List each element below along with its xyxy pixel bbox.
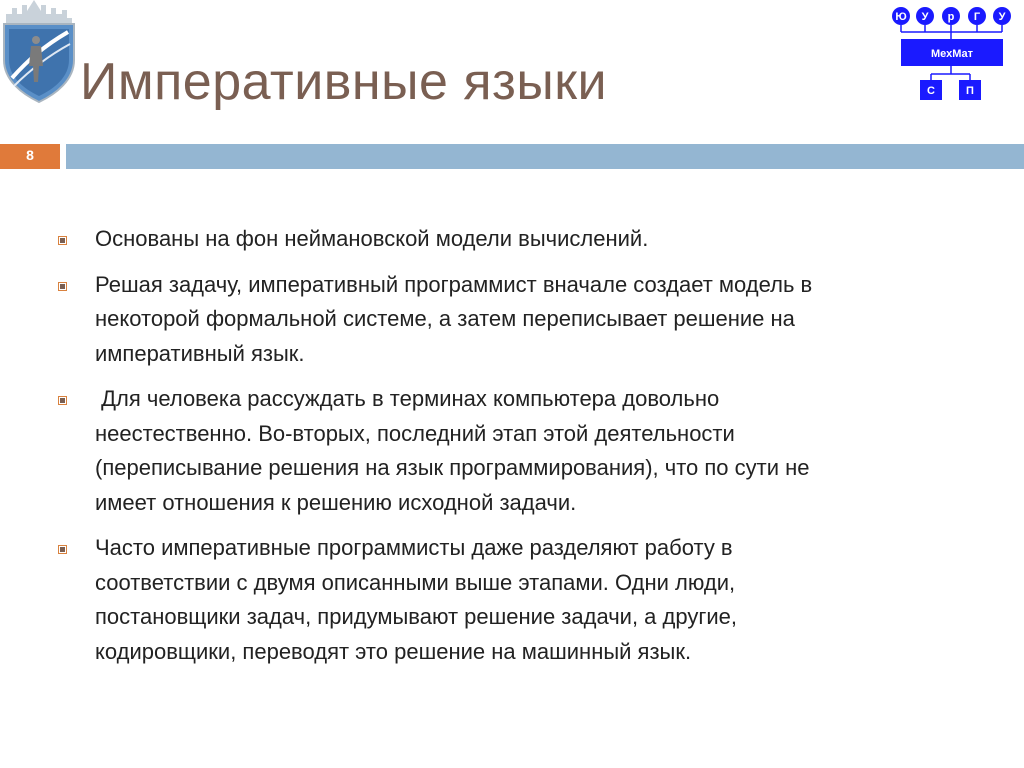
square-bullet-icon bbox=[58, 282, 67, 291]
bullet-text: Часто императивные программисты даже разделяют работу в соответствии с двумя описанными выше этапами. Одни люди, постановщики задач, придумывают решение задачи, а другие, кодировщики, переводят это решение на машинный язык. bbox=[95, 535, 738, 664]
diagram-bottom-box bbox=[959, 80, 981, 100]
svg-text:У: У bbox=[921, 11, 929, 23]
diagram-bottom-box bbox=[920, 80, 942, 100]
university-emblem-icon bbox=[0, 0, 78, 104]
bullet-item bbox=[55, 268, 855, 372]
square-bullet-icon bbox=[58, 396, 67, 405]
slide-title: Императивные языки bbox=[80, 53, 608, 111]
diagram-top-node bbox=[993, 7, 1011, 25]
bullet-item bbox=[55, 222, 855, 257]
svg-text:П: П bbox=[966, 85, 974, 97]
divider-bar bbox=[66, 144, 1024, 169]
bullet-text: Для человека рассуждать в терминах компьютера довольно неестественно. Во-вторых, последний этап этой деятельности (переписывание решения на язык программирования), что по сути не имеет отношения к решению исходной задачи. bbox=[95, 386, 816, 515]
diagram-top-node bbox=[968, 7, 986, 25]
bullet-item bbox=[55, 382, 855, 520]
svg-text:Г: Г bbox=[973, 11, 981, 23]
square-bullet-icon bbox=[58, 545, 67, 554]
diagram-top-node bbox=[916, 7, 934, 25]
square-bullet-icon bbox=[58, 236, 67, 245]
slide-number: 8 bbox=[0, 144, 60, 169]
svg-text:С: С bbox=[927, 85, 935, 97]
svg-text:У: У bbox=[998, 11, 1006, 23]
bullet-item bbox=[55, 531, 855, 669]
diagram-top-node bbox=[892, 7, 910, 25]
bullet-text: Решая задачу, императивный программист вначале создает модель в некоторой формальной системе, а затем переписывает решение на императивный язык. bbox=[95, 271, 813, 366]
svg-text:р: р bbox=[947, 11, 955, 23]
svg-text:Ю: Ю bbox=[895, 11, 907, 23]
diagram-top-node bbox=[942, 7, 960, 25]
mechmat-diagram bbox=[890, 6, 1016, 104]
bullet-list bbox=[55, 222, 855, 680]
bullet-text: Основаны на фон неймановской модели вычислений. bbox=[95, 226, 649, 251]
svg-text:МехМат: МехМат bbox=[930, 48, 974, 60]
diagram-center-box bbox=[901, 39, 1003, 66]
